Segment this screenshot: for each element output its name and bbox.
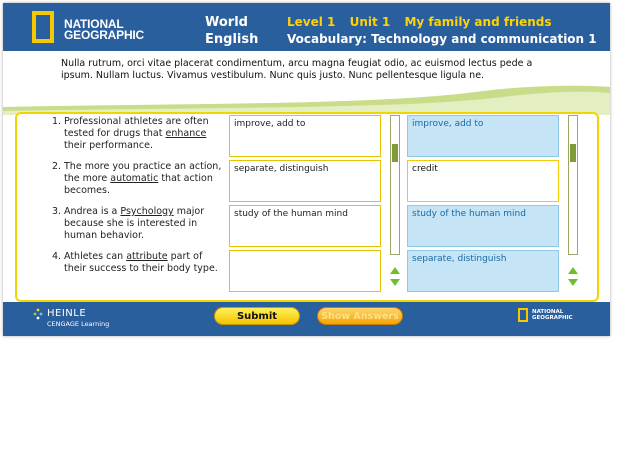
- national-geographic-logo-icon: [32, 11, 54, 43]
- choices-scroll-up-icon[interactable]: [568, 267, 578, 274]
- heinle-logo-icon: [33, 308, 43, 320]
- choices-scrollbar[interactable]: [568, 115, 578, 255]
- publisher-subname: CENGAGE Learning: [47, 320, 110, 328]
- national-geographic-logo-text: NATIONAL GEOGRAPHIC: [64, 17, 145, 42]
- slots-scroll-up-icon[interactable]: [390, 267, 400, 274]
- header-bar: [3, 3, 610, 51]
- decorative-swoosh: [3, 85, 610, 115]
- level-label: Level 1: [287, 15, 336, 29]
- choice-tile-4[interactable]: separate, distinguish: [407, 250, 559, 292]
- brand-title-english: English: [205, 32, 259, 47]
- brand-title-world: World: [205, 15, 248, 30]
- instructions-text: Nulla rutrum, orci vitae placerat condimentum, arcu magna feugiat odio, ac euismod lectus pede a ipsum. Nullam luctus. Vivamus vestibulum. Nunc quis justo. Nunc pellentesque ligula ne.: [61, 58, 533, 81]
- national-geographic-footer-logo-text: NATIONAL GEOGRAPHIC: [532, 309, 573, 321]
- answer-slot-4[interactable]: [229, 250, 381, 292]
- national-geographic-footer-logo-icon: [518, 308, 528, 322]
- choice-tile-1[interactable]: improve, add to: [407, 115, 559, 157]
- slots-scrollbar[interactable]: [390, 115, 400, 255]
- answer-slot-2[interactable]: separate, distinguish: [229, 160, 381, 202]
- unit-title: My family and friends: [404, 15, 552, 29]
- publisher-name: HEINLE: [47, 308, 87, 319]
- unit-label: Unit 1: [349, 15, 391, 29]
- show-answers-button[interactable]: Show Answers: [317, 307, 403, 325]
- question-number: 3.: [52, 206, 62, 217]
- question-number: 4.: [52, 251, 62, 262]
- vocab-word: Psychology: [120, 206, 174, 217]
- slots-scroll-down-icon[interactable]: [390, 279, 400, 286]
- choice-tile-3[interactable]: study of the human mind: [407, 205, 559, 247]
- lesson-path: [287, 15, 562, 29]
- choice-tile-2[interactable]: credit: [407, 160, 559, 202]
- submit-button[interactable]: Submit: [214, 307, 300, 325]
- vocab-word: attribute: [126, 251, 168, 262]
- choices-scroll-thumb[interactable]: [570, 144, 576, 162]
- vocab-word: enhance: [165, 128, 207, 139]
- vocab-word: automatic: [110, 173, 159, 184]
- question-number: 2.: [52, 161, 62, 172]
- slots-scroll-thumb[interactable]: [392, 144, 398, 162]
- section-title: Vocabulary: Technology and communication 1: [287, 32, 597, 46]
- choices-scroll-down-icon[interactable]: [568, 279, 578, 286]
- answer-slot-3[interactable]: study of the human mind: [229, 205, 381, 247]
- question-number: 1.: [52, 116, 62, 127]
- answer-slot-1[interactable]: improve, add to: [229, 115, 381, 157]
